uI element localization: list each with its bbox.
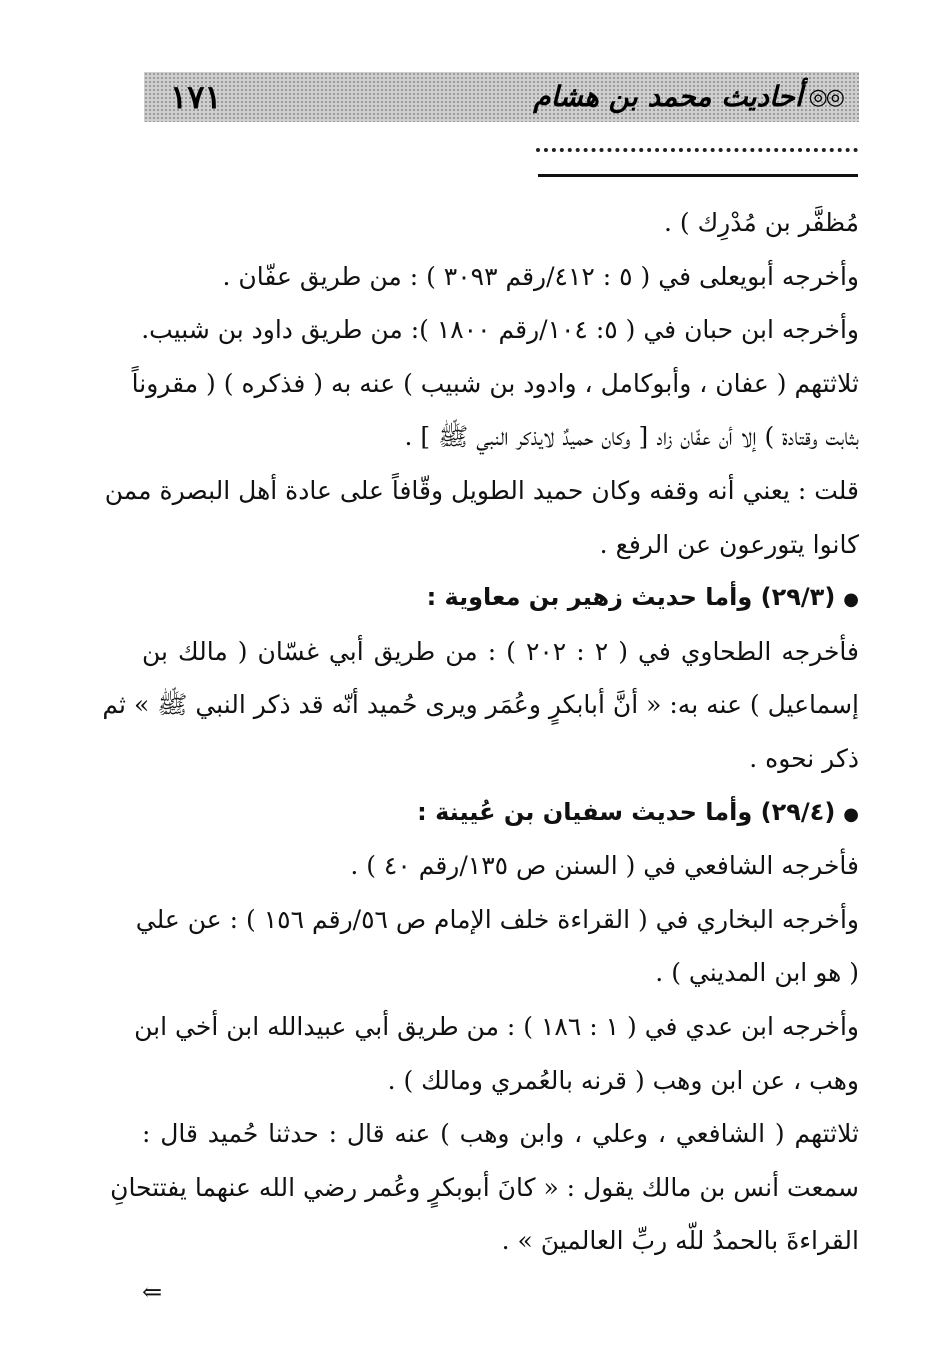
dotted-divider: [536, 148, 858, 158]
text-line: كانوا يتورعون عن الرفع .: [599, 529, 859, 559]
text-line: وأخرجه البخاري في ( القراءة خلف الإمام ص ٥٦/رقم ١٥٦ ) : عن علي: [135, 904, 859, 934]
continue-arrow-icon: ⇐: [142, 1278, 163, 1306]
ornament-icon: ◎◎: [808, 83, 843, 110]
text-line: مُظفَّر بن مُدْرِك ) .: [663, 208, 859, 237]
text-line: وأخرجه ابن حبان في ( ٥: ١٠٤/رقم ١٨٠٠ ): من طريق داود بن شبيب.: [141, 315, 859, 345]
text-line: فأخرجه الطحاوي في ( ٢ : ٢٠٢ ) : من طريق أبي غسّان ( مالك بن: [142, 636, 859, 666]
text-line: سمعت أنس بن مالك يقول : « كانَ أبوبكرٍ وعُمر رضي الله عنهما يفتتحانِ: [110, 1172, 859, 1202]
text-line: ثلاثتهم ( عفان ، وأبوكامل ، وادود بن شبيب ) عنه به ( فذكره ) ( مقروناً: [131, 368, 859, 398]
section-heading-text: (٢٩/٤) وأما حديث سفيان بن عُيينة :: [417, 797, 836, 826]
text-line: إسماعيل ) عنه به: « أنَّ أبابكرٍ وعُمَر ويرى حُميد أنّه قد ذكر النبي ﷺ » ثم: [102, 690, 859, 720]
bullet-icon: ●: [843, 803, 859, 825]
section-heading-text: (٢٩/٣) وأما حديث زهير بن معاوية :: [426, 583, 836, 612]
solid-divider: [538, 174, 858, 177]
text-line: ( هو ابن المديني ) .: [655, 958, 859, 988]
bullet-icon: ●: [843, 589, 859, 611]
text-line: وأخرجه أبويعلى في ( ٥ : ٤١٢/رقم ٣٠٩٣ ) : من طريق عفّان .: [222, 261, 859, 291]
text-line: بثابت وقتادة ) إلا أن عفّان زاد [ وكان حميدٌ لايذكر النبي ﷺ ] .: [404, 422, 859, 452]
page-body: [102, 196, 859, 1268]
page-number: ١٧١: [170, 78, 222, 116]
running-title: [533, 80, 843, 113]
text-line: القراءةَ بالحمدُ للّه ربِّ العالمينَ » .: [501, 1226, 859, 1256]
text-line: ثلاثتهم ( الشافعي ، وعلي ، وابن وهب ) عنه قال : حدثنا حُميد قال :: [142, 1119, 859, 1149]
book-title: أحاديث محمد بن هشام: [533, 80, 803, 113]
text-line: وهب ، عن ابن وهب ( قرنه بالعُمري ومالك ) .: [387, 1065, 859, 1095]
text-line: ذكر نحوه .: [749, 743, 859, 773]
running-header: [144, 72, 859, 122]
text-line: فأخرجه الشافعي في ( السنن ص ١٣٥/رقم ٤٠ ) .: [350, 851, 859, 881]
section-heading: [142, 786, 859, 840]
text-line: قلت : يعني أنه وقفه وكان حميد الطويل وقّافاً على عادة أهل البصرة ممن: [104, 475, 859, 505]
text-line: وأخرجه ابن عدي في ( ١ : ١٨٦ ) : من طريق أبي عبيدالله ابن أخي ابن: [134, 1011, 859, 1041]
section-heading: [142, 571, 859, 625]
